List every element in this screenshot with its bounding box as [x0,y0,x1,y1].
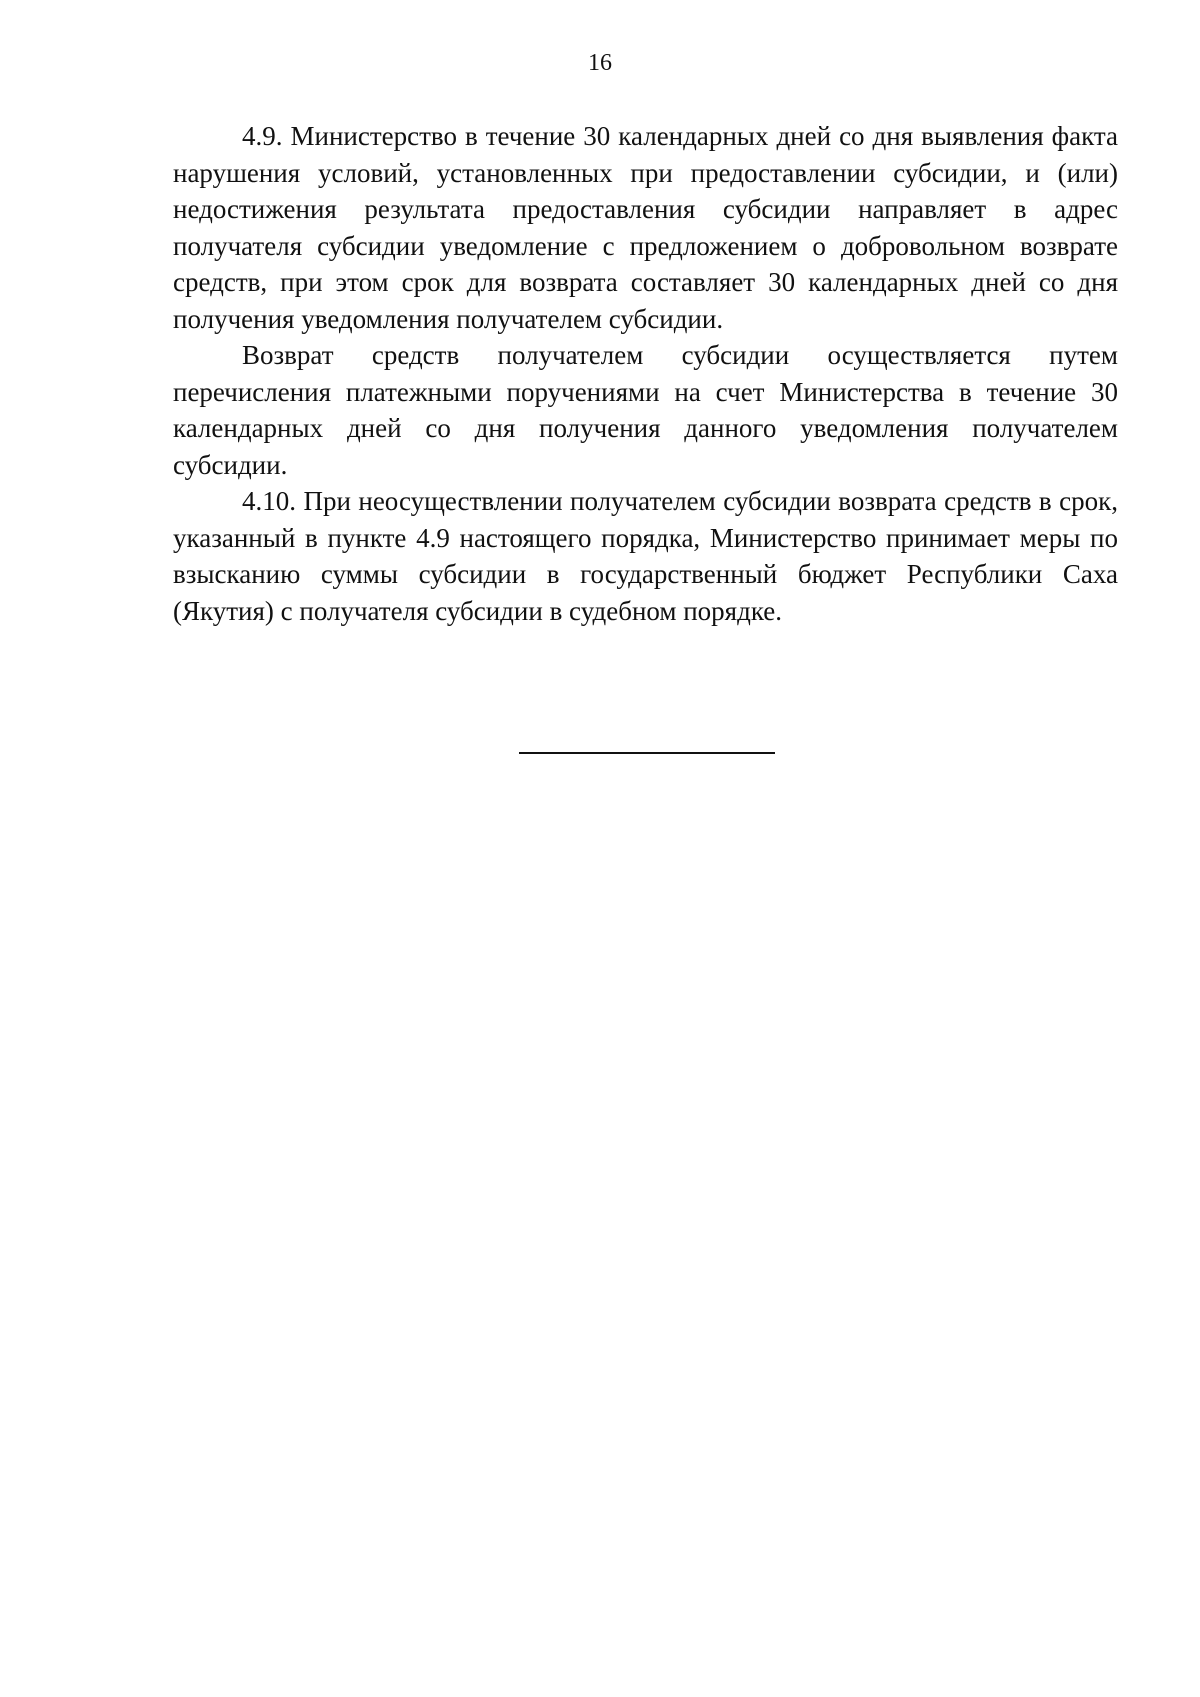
page-number: 16 [588,50,612,76]
paragraph-refund: Возврат средств получателем субсидии осуществляется путем перечисления платежными поручениями на счет Министерства в течение 30 календарных дней со дня получения данного уведомления получателем субсидии. [173,340,1118,480]
document-body [173,118,1118,629]
paragraph-4-9: 4.9. Министерство в течение 30 календарных дней со дня выявления факта нарушения условий, установленных при предоставлении субсидии, и (или) недостижения результата предоставления субсидии направляет в адрес получателя субсидии уведомление с предложением о добровольном возврате средств, при этом срок для возврата составляет 30 календарных дней со дня получения уведомления получателем субсидии. [173,121,1118,334]
paragraph-4-10: 4.10. При неосуществлении получателем субсидии возврата средств в срок, указанный в пункте 4.9 настоящего порядка, Министерство принимает меры по взысканию суммы субсидии в государственный бюджет Республики Саха (Якутия) с получателя субсидии в судебном порядке. [173,486,1118,626]
end-of-document-divider [519,752,775,754]
